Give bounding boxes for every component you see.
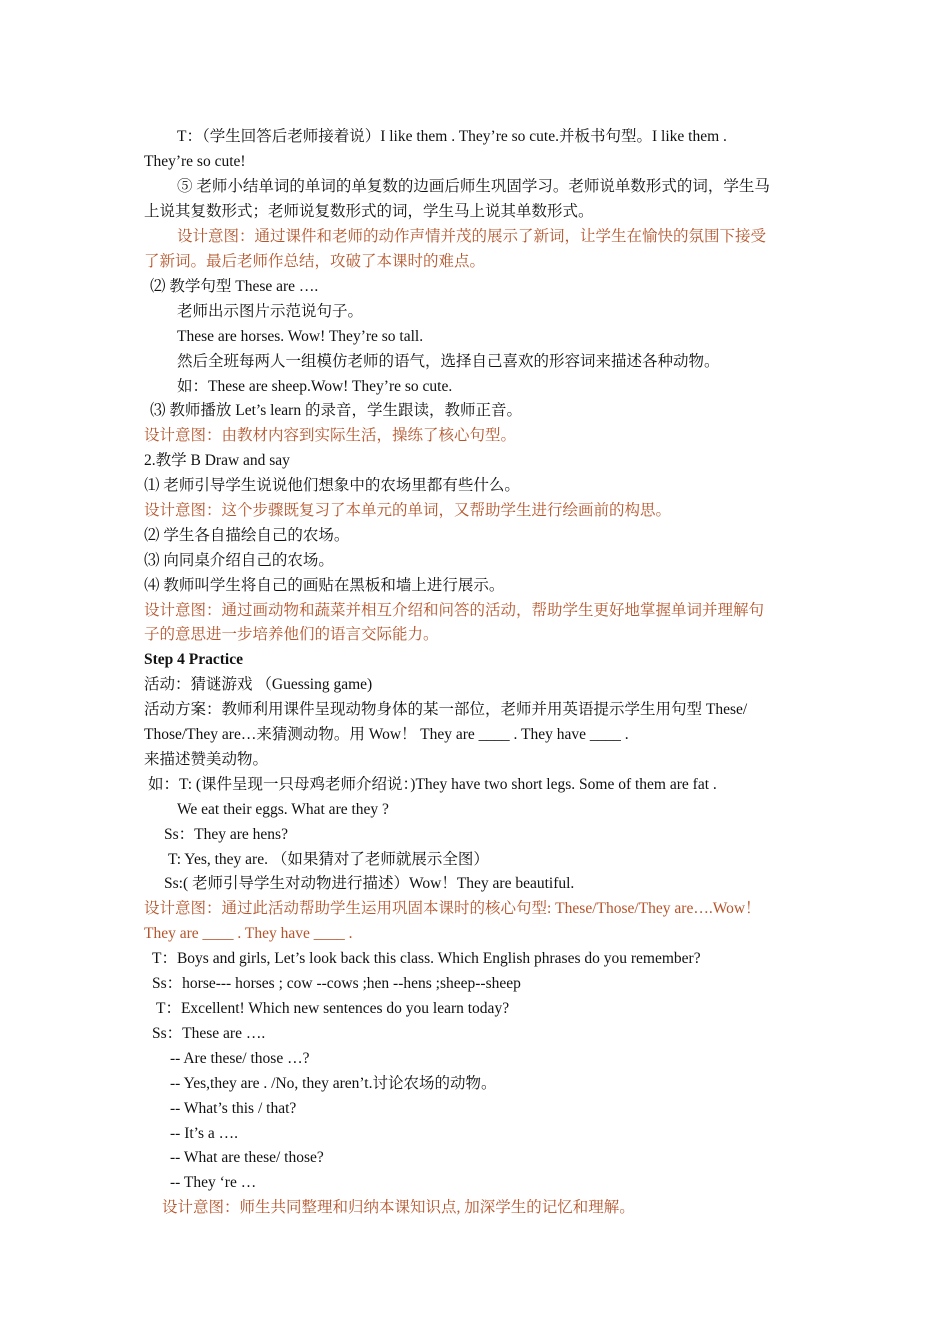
design-intent-line: 设计意图：通过画动物和蔬菜并相互介绍和问答的活动，帮助学生更好地掌握单词并理解句 [144,602,765,619]
text-line: -- What are these/ those? [170,1149,324,1166]
text-line: Ss：They are hens? [164,826,288,843]
design-intent-line: 设计意图：这个步骤既复习了本单元的单词，又帮助学生进行绘画前的构思。 [144,502,672,519]
design-intent-line: 设计意图：师生共同整理和归纳本课知识点, 加深学生的记忆和理解。 [162,1199,635,1216]
text-line: ⑴ 老师引导学生说说他们想象中的农场里都有些什么。 [144,477,520,494]
design-intent-line: 设计意图：通过此活动帮助学生运用巩固本课时的核心句型: These/Those/They are….Wow！ [144,900,761,917]
text-line: 活动方案：教师利用课件呈现动物身体的某一部位，老师并用英语提示学生用句型 These/ [144,701,748,718]
design-intent-line: They are ____ . They have ____ . [144,925,353,942]
text-line: These are horses. Wow! They’re so tall. [177,328,424,345]
text-line: -- Yes,they are . /No, they aren’t.讨论农场的动物。 [170,1075,497,1092]
design-intent-line: 设计意图：由教材内容到实际生活，操练了核心句型。 [144,427,517,444]
text-line: 如：These are sheep.Wow! They’re so cute. [177,378,453,395]
text-line: We eat their eggs. What are they ? [177,801,389,818]
text-line: T：（学生回答后老师接着说）I like them . They’re so cute.并板书句型。I like them . [177,128,727,145]
text-line: Ss：horse--- horses ; cow --cows ;hen --hens ;sheep--sheep [152,975,521,992]
step-heading: Step 4 Practice [144,651,243,668]
text-line: ⑵ 教学句型 These are …. [150,278,319,295]
text-line: They’re so cute! [144,153,246,170]
text-line: 上说其复数形式；老师说复数形式的词，学生马上说其单数形式。 [144,203,594,220]
text-line: -- Are these/ those …? [170,1050,310,1067]
text-line: Ss:( 老师引导学生对动物进行描述）Wow！They are beautiful. [164,875,575,892]
text-line: 然后全班每两人一组模仿老师的语气，选择自己喜欢的形容词来描述各种动物。 [177,353,720,370]
text-line: Ss：These are …. [152,1025,266,1042]
design-intent-line: 设计意图：通过课件和老师的动作声情并茂的展示了新词，让学生在愉快的氛围下接受 [177,228,767,245]
text-line: T: Yes, they are. （如果猜对了老师就展示全图） [168,851,489,868]
text-line: ⑤ 老师小结单词的单词的单复数的边画后师生巩固学习。老师说单数形式的词，学生马 [177,178,770,195]
text-line: -- What’s this / that? [170,1100,297,1117]
text-line: 老师出示图片示范说句子。 [177,303,364,320]
design-intent-line: 了新词。最后老师作总结，攻破了本课时的难点。 [144,253,486,270]
text-line: -- They ‘re … [170,1174,257,1191]
text-line: T：Boys and girls, Let’s look back this class. Which English phrases do you remember? [152,950,701,967]
text-line: Those/They are…来猜测动物。用 Wow！ They are ____ . They have ____ . [144,726,629,743]
text-line: T：Excellent! Which new sentences do you learn today? [156,1000,510,1017]
design-intent-line: 子的意思进一步培养他们的语言交际能力。 [144,626,439,643]
text-line: ⑵ 学生各自描绘自己的农场。 [144,527,350,544]
text-line: 来描述赞美动物。 [144,751,269,768]
text-line: -- It’s a …. [170,1125,239,1142]
text-line: ⑶ 教师播放 Let’s learn 的录音，学生跟读，教师正音。 [150,402,522,419]
text-line: 如：T: (课件呈现一只母鸡老师介绍说：)They have two short legs. Some of them are fat . [148,776,717,793]
text-line: ⑶ 向同桌介绍自己的农场。 [144,552,334,569]
section-heading: 2.教学 B Draw and say [144,452,290,469]
text-line: ⑷ 教师叫学生将自己的画贴在黑板和墙上进行展示。 [144,577,505,594]
text-line: 活动：猜谜游戏 （Guessing game) [144,676,373,693]
